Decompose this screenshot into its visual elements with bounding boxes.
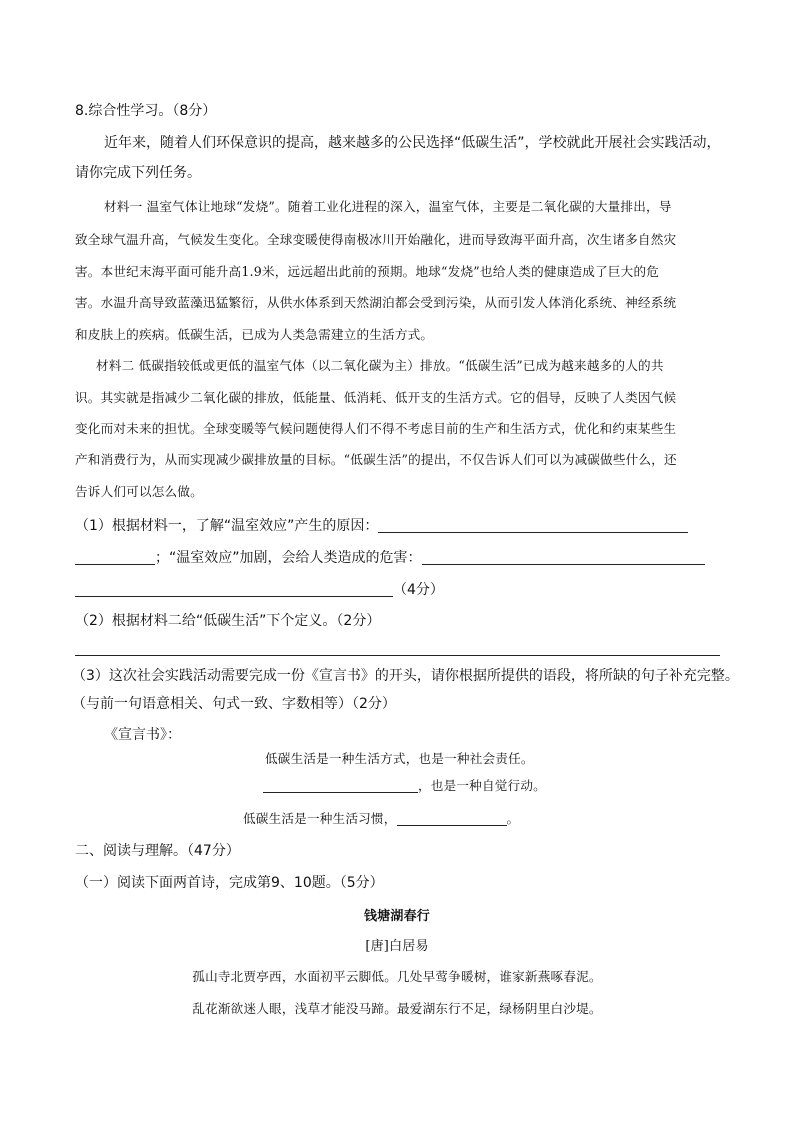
sub-question-1-prompt: （1）根据材料一，了解“温室效应”产生的原因： [75, 518, 379, 534]
sub-question-3-note: （与前一句语意相关、句式一致、字数相等）（2分） [72, 696, 396, 712]
material-2-line: 材料二 低碳指较低或更低的温室气体（以二氧化碳为主）排放。“低碳生活”已成为越来越多的人的共 [96, 358, 664, 373]
answer-blank-declaration-3[interactable] [397, 811, 507, 826]
answer-line-definition[interactable] [75, 655, 720, 656]
material-2-line: 变化而对未来的担忧。全球变暖等气候问题使得人们不得不考虑目前的生产和生活方式，优化和约束某些生 [75, 421, 677, 436]
declaration-line-2-text: ，也是一种自觉行动。 [418, 778, 546, 793]
sub-question-1-end [75, 580, 444, 600]
material-1-line: 害。本世纪末海平面可能升高1.9米，远远超出此前的预期。地球“发烧”也给人类的健康造成了巨大的危 [75, 264, 660, 279]
material-1-line: 和皮肤上的疾病。低碳生活，已成为人类急需建立的生活方式。 [75, 327, 434, 342]
declaration-title: 《宣言书》： [104, 727, 181, 743]
question-8-intro: 近年来，随着人们环保意识的提高，越来越多的公民选择“低碳生活”，学校就此开展社会实践活动， [104, 135, 721, 151]
poem-title: 钱塘湖春行 [363, 909, 430, 924]
declaration-line-1: 低碳生活是一种生活方式，也是一种社会责任。 [265, 751, 534, 766]
question-8-heading: 8.综合性学习。（8分） [75, 103, 217, 119]
answer-blank-harm-cont[interactable] [75, 582, 393, 597]
poem-line-2: 乱花渐欲迷人眼，浅草才能没马蹄。最爱湖东行不足，绿杨阴里白沙堤。 [192, 1001, 602, 1016]
poem-line-1: 孤山寺北贾亭西，水面初平云脚低。几处早莺争暖树，谁家新燕啄春泥。 [192, 969, 602, 984]
material-1-line: 害。水温升高导致蓝藻迅猛繁衍，从供水体系到天然湖泊都会受到污染，从而引发人体消化系统、神经系统 [75, 295, 677, 310]
poem-author: [唐]白居易 [365, 939, 429, 954]
sub-question-1-score: （4分） [393, 582, 444, 598]
sub-question-2: （2）根据材料二给“低碳生活”下个定义。（2分） [75, 613, 381, 629]
answer-blank-declaration-2[interactable] [263, 778, 418, 793]
material-2-line: 识。其实就是指减少二氧化碳的排放，低能量、低消耗、低开支的生活方式。它的倡导，反映了人类因气候 [75, 390, 677, 405]
question-8-intro-cont: 请你完成下列任务。 [75, 165, 201, 181]
section-2-part-1: （一）阅读下面两首诗，完成第9、10题。（5分） [75, 875, 384, 891]
sub-question-1-prompt-2: ；“温室效应”加剧，会给人类造成的危害： [155, 550, 422, 566]
sub-question-1-cont [75, 548, 705, 568]
sub-question-3: （3）这次社会实践活动需要完成一份《宣言书》的开头，请你根据所提供的语段，将所缺的句子补充完整。 [72, 668, 739, 684]
declaration-line-3-text: 低碳生活是一种生活习惯， [243, 811, 397, 826]
answer-blank-harm[interactable] [422, 550, 705, 565]
material-1-line: 材料一 温室气体让地球“发烧”。随着工业化进程的深入，温室气体，主要是二氧化碳的大量排出，导 [104, 199, 672, 214]
material-2-line: 告诉人们可以怎么做。 [75, 484, 203, 499]
section-2-heading: 二、阅读与理解。（47分） [75, 843, 240, 859]
material-1-line: 致全球气温升高，气候发生变化。全球变暖使得南极冰川开始融化，进而导致海平面升高，次生诸多自然灾 [75, 232, 677, 247]
answer-blank-cause-cont[interactable] [75, 550, 155, 565]
sub-question-1 [75, 516, 688, 536]
answer-blank-cause[interactable] [378, 518, 688, 533]
declaration-line-3-end: 。 [506, 811, 520, 826]
material-2-line: 产和消费行为，从而实现减少碳排放量的目标。“低碳生活”的提出，不仅告诉人们可以为减碳做些什么，还 [75, 452, 677, 467]
declaration-line-2 [263, 776, 546, 796]
declaration-line-3 [243, 809, 519, 829]
